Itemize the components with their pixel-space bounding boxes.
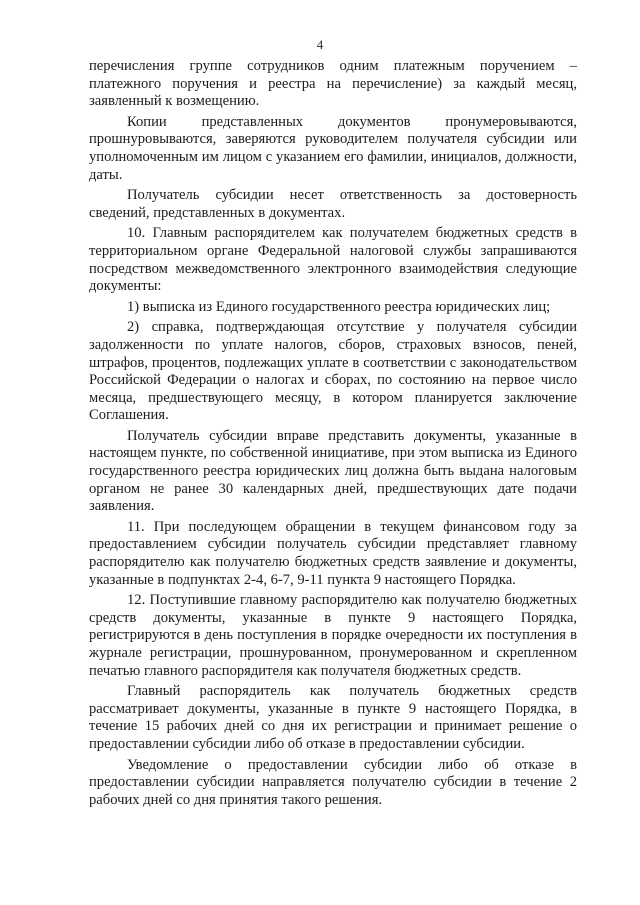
list-item-1: 1) выписка из Единого государственного реестра юридических лиц; — [127, 298, 551, 315]
paragraph-clause-12: 12. Поступившие главному распорядителю как получателю бюджетных средств документы, указанные в пункте 9 настоящего Порядка, регистрируются в день поступления в порядке очередности их поступления в журнале регистрации, прошнурованном, пронумерованном и скрепленном печатью главного распорядителя как получателя бюджетных средств. — [89, 592, 577, 679]
paragraph-review-period: Главный распорядитель как получатель бюджетных средств рассматривает документы, указанные в пункте 9 настоящего Порядка, в течение 15 рабочих дней со дня их регистрации и принимает решение о предоставлении субсидии либо об отказе в предоставлении субсидии. — [89, 683, 577, 752]
paragraph-responsibility: Получатель субсидии несет ответственность за достоверность сведений, представленных в документах. — [89, 187, 577, 221]
paragraph-clause-10: 10. Главным распорядителем как получателем бюджетных средств в территориальном органе Федеральной налоговой службы запрашиваются посредством межведомственного электронного взаимодействия следующие документы: — [89, 225, 577, 295]
paragraph-clause-11: 11. При последующем обращении в текущем финансовом году за предоставлением субсидии получатель субсидии представляет главному распорядителю как получателю бюджетных средств заявление и документы, указанные в подпунктах 2-4, 6-7, 9-11 пункта 9 настоящего Порядка. — [89, 518, 577, 588]
list-item-2: 2) справка, подтверждающая отсутствие у получателя субсидии задолженности по уплате налогов, сборов, страховых взносов, пеней, штрафов, процентов, подлежащих уплате в соответствии с законодательством Российской Федерации о налогах и сборах, по состоянию на первое число месяца, предшествующего месяцу, в котором планируется заключение Соглашения. — [89, 319, 577, 424]
paragraph-own-initiative: Получатель субсидии вправе представить документы, указанные в настоящем пункте, по собственной инициативе, при этом выписка из Единого государственного реестра юридических лиц должна быть выдана налоговым органом не ранее 30 календарных дней, предшествующих дате подачи заявления. — [89, 427, 577, 515]
paragraph-notification: Уведомление о предоставлении субсидии либо об отказе в предоставлении субсидии направляется получателю субсидии в течение 2 рабочих дней со дня принятия такого решения. — [89, 756, 577, 808]
document-body — [89, 58, 577, 812]
paragraph-continuation: перечисления группе сотрудников одним платежным поручением – платежного поручения и реестра на перечисление) за каждый месяц, заявленный к возмещению. — [89, 58, 577, 110]
paragraph-copies-certification: Копии представленных документов пронумеровываются, прошнуровываются, заверяются руководителем получателя субсидии или уполномоченным им лицом с указанием его фамилии, инициалов, должности, даты. — [89, 113, 577, 183]
page-number: 4 — [316, 37, 324, 52]
